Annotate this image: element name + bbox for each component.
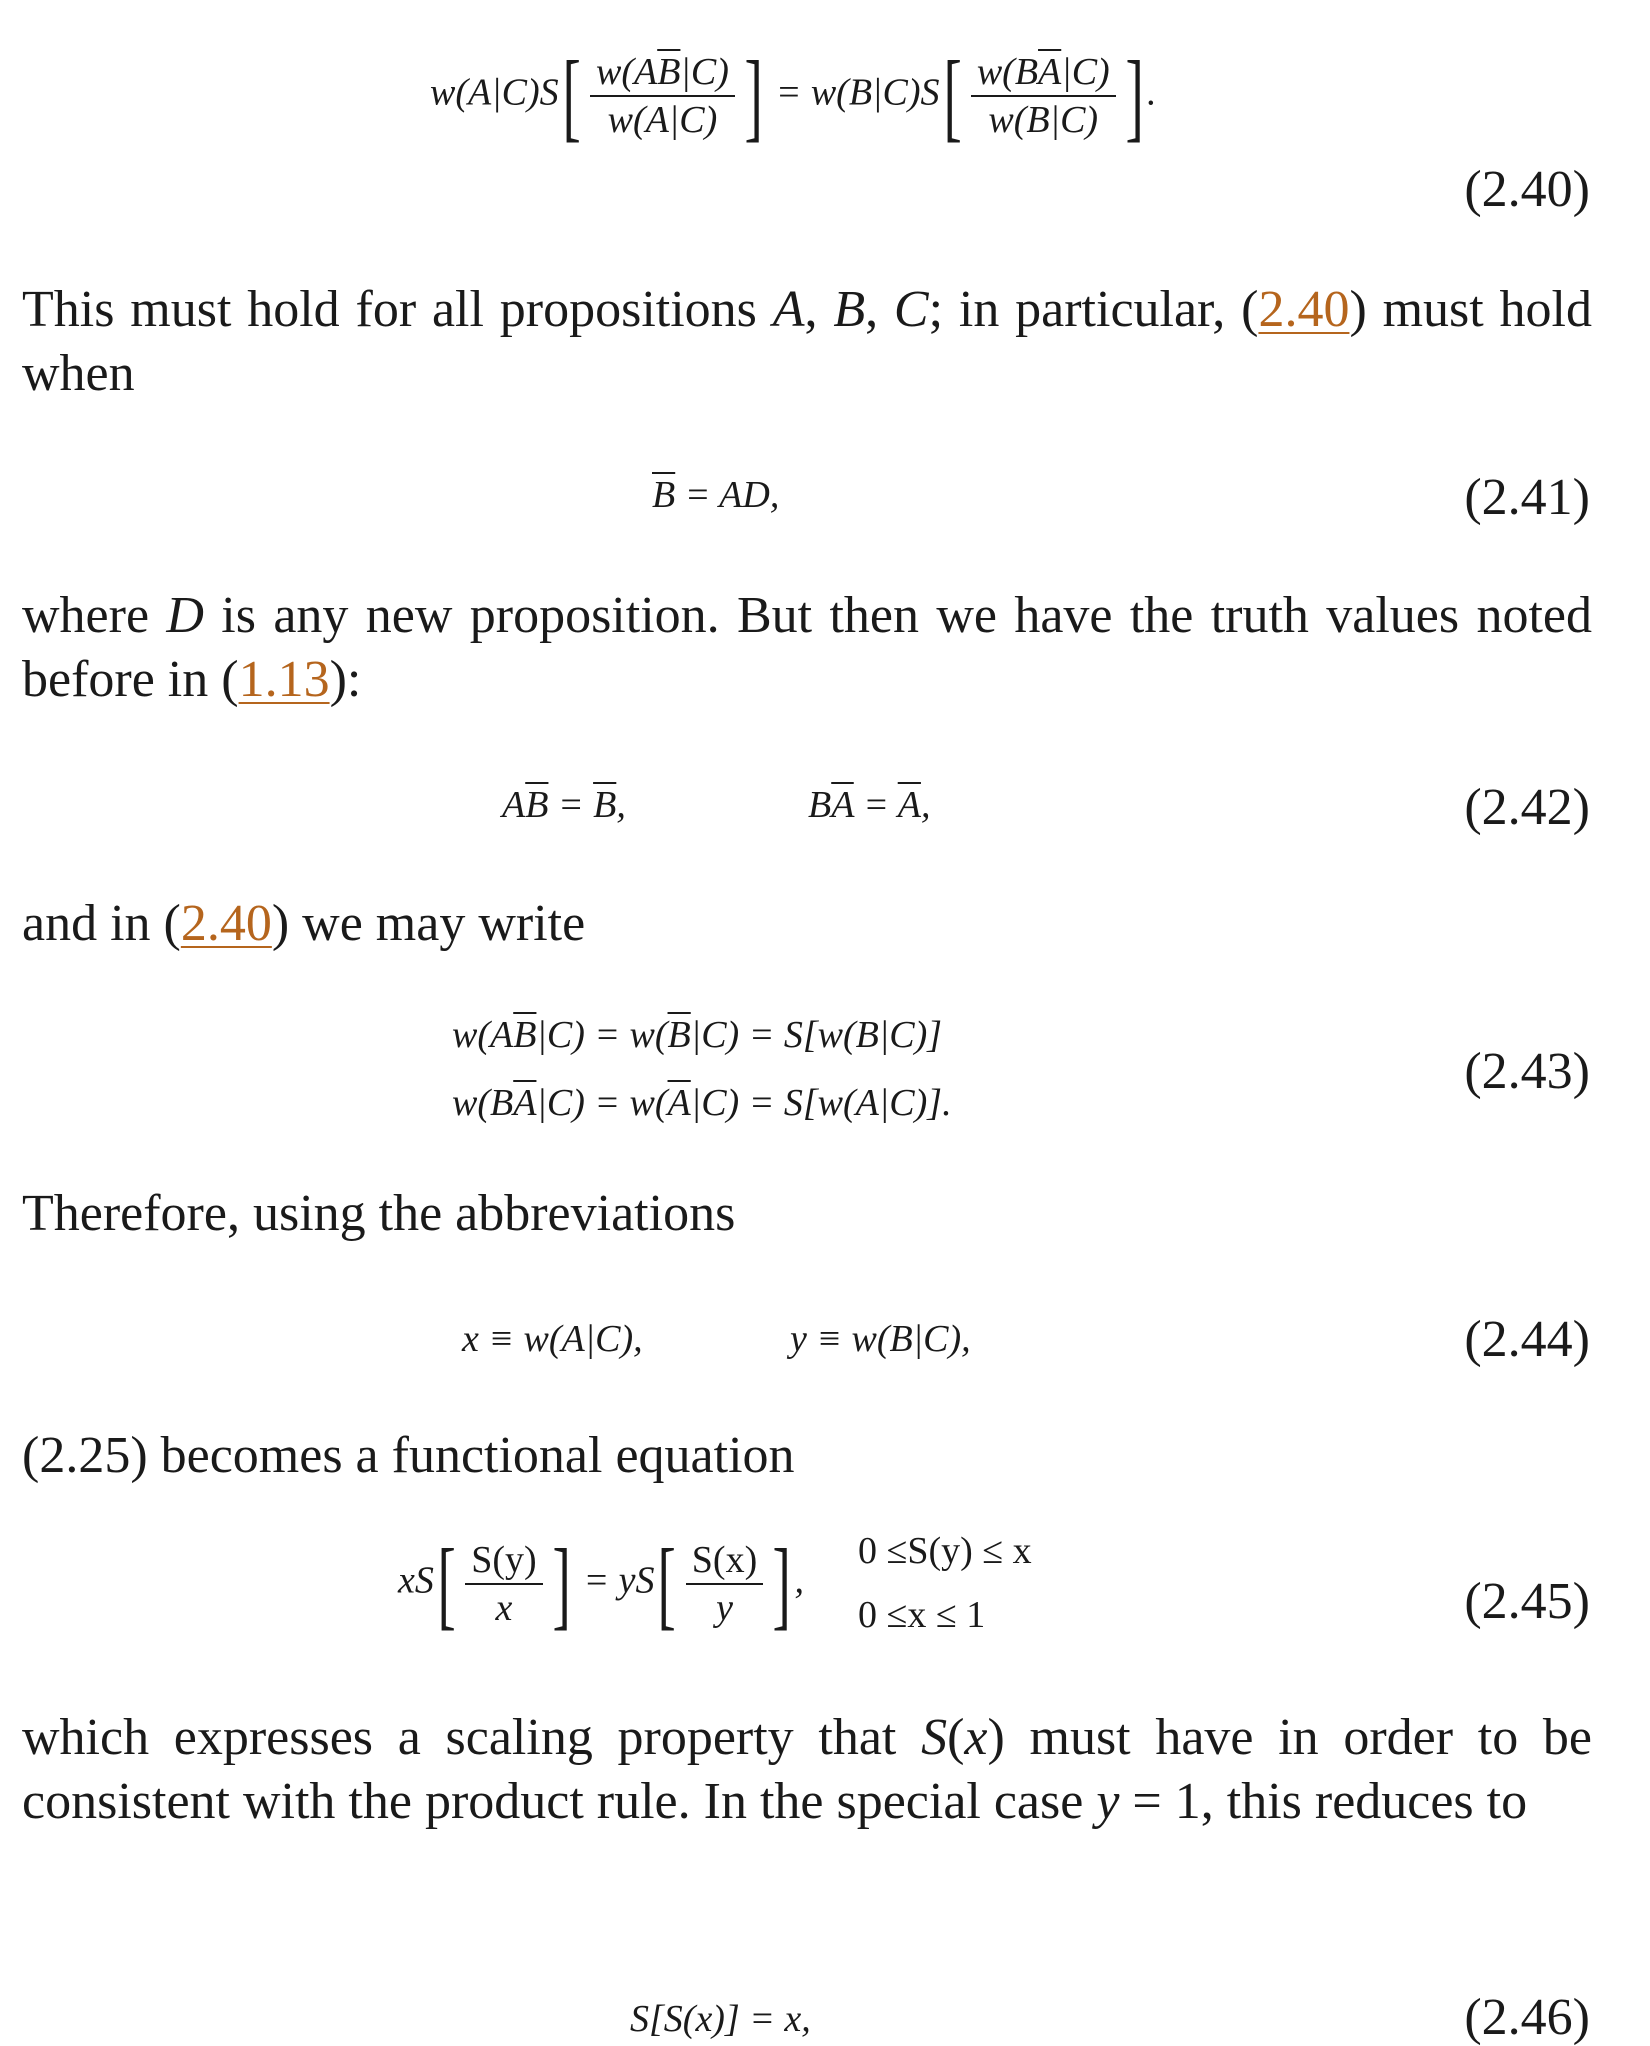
left-bracket: [ (437, 1528, 456, 1639)
eq242-left-bar2: $\overline{B}$ (593, 784, 617, 826)
eq240-mid: = w(B|C)S (775, 71, 940, 114)
equation-number-2-42: (2.42) (1464, 779, 1590, 836)
eq245-denominator-1: x (495, 1587, 513, 1629)
p6-var-x: x (964, 1709, 988, 1766)
eq245-denominator-2: y (716, 1587, 733, 1629)
p1-var-a: A (772, 281, 805, 338)
p1-comma-1: , (804, 281, 834, 338)
p1-text-c: ) must hold when (22, 281, 1592, 402)
p1-var-b: B (833, 281, 866, 338)
equation-2-40 (430, 40, 1157, 151)
eq242-right-bar: $\overline{A}$ (831, 784, 854, 826)
eq240-denominator-2: w(B|C) (988, 99, 1099, 141)
paragraph-5: (2.25) becomes a functional equation (22, 1427, 795, 1484)
eq245-fraction-2 (686, 1541, 763, 1627)
eq245-condition-1: 0 ≤S(y) ≤ x (858, 1530, 1032, 1572)
equation-2-46: S[S(x)] = x, (630, 1998, 811, 2040)
ref-2-40-link-2[interactable]: 2.40 (180, 895, 272, 952)
equation-2-44-right: y ≡ w(B|C), (790, 1318, 971, 1360)
p6-var-s: S (921, 1709, 948, 1766)
eq243-r2-bar: $\overline{A}$ (513, 1082, 537, 1124)
equation-number-2-43: (2.43) (1464, 1043, 1590, 1100)
eq240-num2-pre: w(B (976, 51, 1039, 93)
eq240-num1-bar: $\overline{B}$ (657, 51, 681, 93)
eq240-num2-post: |C) (1061, 51, 1110, 93)
right-bracket: ] (1125, 40, 1144, 151)
left-bracket: [ (562, 40, 581, 151)
equation-2-45 (398, 1528, 805, 1639)
eq240-num2-bar: $\overline{A}$ (1038, 51, 1062, 93)
equation-number-2-44: (2.44) (1464, 1311, 1590, 1368)
eq243-row-2 (452, 1084, 952, 1122)
p2-text-b: is any new proposition. But then we have the truth values noted before in ( (22, 587, 1593, 708)
eq243-r1-bar: $\overline{B}$ (513, 1014, 537, 1056)
eq240-numerator-2 (971, 53, 1116, 97)
p6-text-d: = 1, this reduces to (1119, 1773, 1528, 1830)
p2-text-c: ): (329, 651, 362, 708)
eq240-lhs: w(A|C)S (430, 71, 559, 114)
eq240-denominator-1: w(A|C) (607, 99, 718, 141)
eq243-r1-b: |C) = w( (536, 1014, 668, 1056)
p1-text-b: ; in particular, ( (928, 281, 1259, 338)
ref-2-40-link[interactable]: 2.40 (1258, 281, 1350, 338)
equation-2-41 (652, 476, 779, 514)
eq241-rest: = AD, (675, 474, 780, 516)
left-bracket: [ (942, 40, 962, 151)
p3-text-a: and in ( (22, 895, 181, 952)
equation-number-2-40: (2.40) (1464, 161, 1590, 218)
equation-number-2-41: (2.41) (1464, 469, 1590, 526)
p2-text-a: where (22, 587, 167, 644)
equation-number-2-46: (2.46) (1464, 1989, 1590, 2046)
eq242-left-eq: = (548, 784, 594, 826)
eq240-fraction-1 (590, 53, 735, 139)
eq245-mid: = yS (583, 1559, 655, 1602)
equation-2-44-left: x ≡ w(A|C), (462, 1318, 643, 1360)
equation-2-42-right (808, 786, 930, 824)
eq240-num1-post: |C) (680, 51, 729, 93)
equation-2-42-left (502, 786, 626, 824)
equation-2-43 (452, 1016, 952, 1152)
eq242-left-pre: A (502, 784, 526, 826)
eq243-r1-a: w(A (452, 1014, 514, 1056)
eq243-r2-a: w(B (452, 1082, 514, 1124)
eq242-left-end: , (616, 784, 626, 826)
p3-text-b: ) we may write (271, 895, 586, 952)
p6-text-a: which expresses a scaling property that (22, 1709, 922, 1766)
eq242-right-bar2: $\overline{A}$ (897, 784, 921, 826)
right-bracket: ] (552, 1528, 571, 1639)
eq243-r2-b: |C) = w( (536, 1082, 668, 1124)
eq245-numerator-2: S(x) (686, 1541, 763, 1585)
eq242-left-bar: $\overline{B}$ (525, 784, 549, 826)
eq243-r2-c: |C) = S[w(A|C)]. (690, 1082, 952, 1124)
eq245-condition-2: 0 ≤x ≤ 1 (858, 1594, 986, 1636)
ref-1-13-link[interactable]: 1.13 (238, 651, 330, 708)
right-bracket: ] (772, 1528, 792, 1639)
p2-var-d: D (166, 587, 204, 644)
eq240-numerator-1 (590, 53, 735, 97)
p6-text-c: ) must have in order to be consistent with the product rule. In the special case (22, 1709, 1592, 1830)
eq245-numerator-1: S(y) (465, 1541, 542, 1585)
paragraph-1 (22, 278, 1592, 406)
p1-var-c: C (893, 281, 929, 338)
paragraph-3 (22, 892, 1592, 956)
eq243-r1-bar2: $\overline{B}$ (667, 1014, 691, 1056)
eq243-r1-c: |C) = S[w(B|C)] (690, 1014, 943, 1056)
equation-number-2-45: (2.45) (1464, 1573, 1590, 1630)
eq245-fraction-1 (465, 1541, 542, 1627)
eq242-right-eq: = (853, 784, 898, 826)
paragraph-2 (22, 584, 1592, 712)
paragraph-4: Therefore, using the abbreviations (22, 1185, 736, 1242)
eq242-right-pre: B (808, 784, 832, 826)
p6-var-y: y (1096, 1773, 1120, 1830)
eq245-comma: , (794, 1559, 805, 1602)
eq242-right-end: , (920, 784, 931, 826)
eq241-bar: $\overline{B}$ (652, 474, 676, 516)
eq240-fraction-2 (971, 53, 1116, 139)
left-bracket: [ (657, 1528, 677, 1639)
p1-comma-2: , (865, 281, 894, 338)
p6-paren: ( (947, 1709, 965, 1766)
eq243-row-1 (452, 1016, 952, 1054)
eq240-num1-pre: w(A (595, 51, 658, 93)
eq240-end: . (1147, 71, 1157, 114)
eq243-r2-bar2: $\overline{A}$ (667, 1082, 691, 1124)
p1-text-a: This must hold for all propositions (22, 281, 773, 338)
eq245-lhs: xS (398, 1559, 434, 1602)
paragraph-6 (22, 1706, 1592, 1834)
right-bracket: ] (744, 40, 763, 151)
